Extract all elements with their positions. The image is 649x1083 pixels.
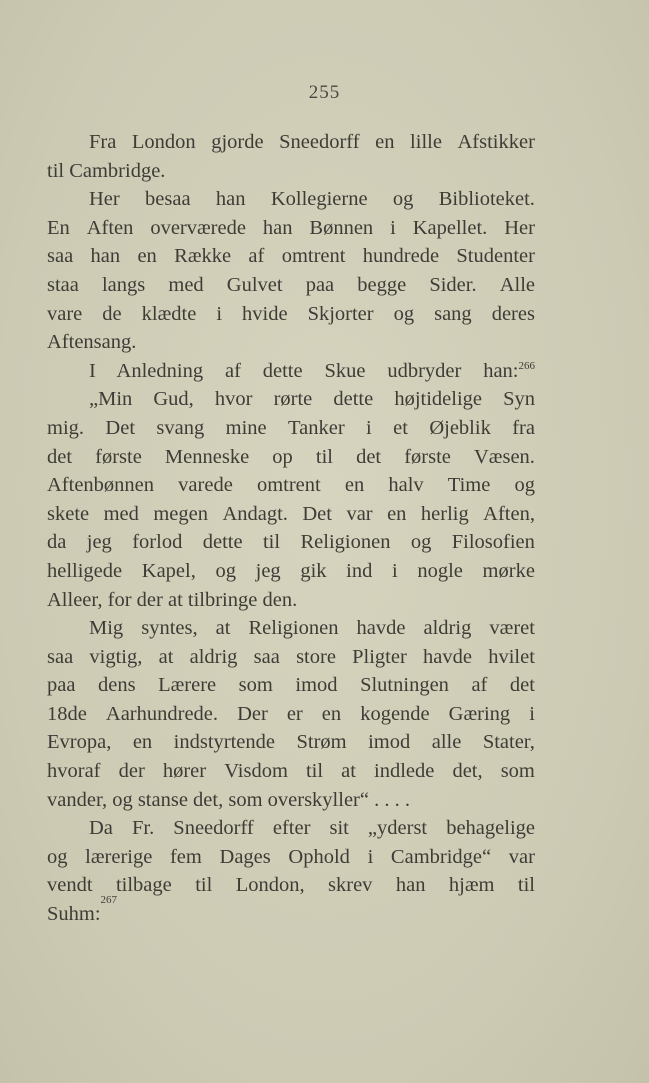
word: vare [47, 302, 83, 325]
word: en [387, 502, 407, 525]
word: Der [237, 702, 268, 725]
word: Lærere [158, 674, 217, 697]
word: med [103, 502, 139, 525]
word: langs [101, 273, 146, 296]
word: og [47, 845, 68, 868]
word: vigtig, [89, 645, 143, 668]
word: var [346, 502, 373, 525]
word: op [272, 445, 293, 468]
word: fra [512, 416, 535, 439]
word: Studenter [456, 245, 535, 268]
text-line [47, 814, 535, 843]
word: Kollegierne [270, 188, 368, 211]
text-line [47, 528, 535, 557]
word: Kapel, [141, 559, 196, 582]
word: Sneedorff [279, 131, 360, 153]
word: Her [504, 216, 535, 239]
text-line [47, 385, 535, 414]
word: af [471, 674, 488, 697]
word: overværede [150, 216, 246, 239]
word: Det [105, 416, 136, 439]
text-line [47, 643, 535, 672]
word: halv [388, 474, 424, 497]
word: jeg [255, 559, 281, 582]
word: store [296, 645, 336, 668]
word: indlede [374, 760, 435, 783]
word: saa [47, 245, 74, 268]
word: Syn [503, 388, 535, 411]
text-line [47, 728, 535, 757]
line-text: I Anledning af dette Skue udbryder han: [89, 359, 519, 382]
word: Gæring [448, 702, 511, 725]
word: Dages [219, 845, 271, 868]
word: der [118, 760, 145, 783]
word: dette [333, 388, 374, 411]
word: er [286, 702, 303, 725]
word: skete [47, 502, 90, 525]
word: Visdom [224, 760, 288, 783]
word: Religionen [248, 617, 339, 640]
text-line [47, 894, 535, 929]
word: indstyrtende [173, 731, 275, 754]
line-text: Suhm: [47, 903, 101, 926]
word: de [102, 302, 122, 325]
word: sang [434, 302, 472, 325]
word: hjæm [448, 874, 495, 897]
word: som [238, 674, 273, 697]
word: det [47, 445, 73, 468]
word: Her [89, 188, 120, 211]
text-line: vander, og stanse det, som overskyller“ . . . . [47, 788, 410, 811]
word: Aftenbønnen [47, 474, 155, 497]
word: i [390, 216, 396, 239]
text-line [47, 128, 535, 157]
word: mig. [47, 416, 85, 439]
word: Aften [86, 216, 134, 239]
word: imod [295, 674, 338, 697]
word: højtidelige [394, 388, 482, 411]
word: og [514, 474, 535, 497]
word: omtrent [281, 245, 346, 268]
word: „Min [89, 388, 133, 411]
text-line [47, 757, 535, 786]
footnote-ref: 266 [518, 359, 535, 372]
word: Række [174, 245, 232, 268]
text-line: Alleer, for der at tilbringe den. [47, 588, 298, 611]
word: Evropa, [47, 731, 112, 754]
word: skrev [328, 874, 373, 897]
word: paa [305, 273, 335, 296]
word: og [393, 302, 415, 325]
word: rørte [273, 388, 313, 411]
word: en [375, 131, 395, 153]
word: Andagt. [222, 502, 288, 525]
text-line [47, 242, 535, 271]
text-line [47, 557, 535, 586]
word: herlig [420, 502, 469, 525]
word: Det [302, 502, 332, 525]
word: mine [225, 416, 267, 439]
word: dens [97, 674, 136, 697]
word: han [262, 216, 293, 239]
text-line [47, 357, 535, 386]
text-line [47, 700, 535, 729]
word: aldrig [189, 645, 238, 668]
text-line [47, 471, 535, 500]
word: han [215, 188, 246, 211]
word: til [315, 445, 333, 468]
word: Menneske [164, 445, 250, 468]
word: sit [329, 817, 349, 840]
word: kogende [360, 702, 430, 725]
word: vendt [47, 874, 93, 897]
word: tilbage [115, 874, 172, 897]
body-text [47, 128, 535, 929]
word: Aarhundrede. [105, 702, 219, 725]
word: Afstikker [457, 131, 535, 153]
text-line [47, 500, 535, 529]
word: hvor [214, 388, 253, 411]
word: „yderst [367, 817, 428, 840]
word: det [509, 674, 535, 697]
word: saa [47, 645, 74, 668]
word: hvilet [488, 645, 535, 668]
word: Pligter [352, 645, 407, 668]
word: megen [153, 502, 208, 525]
word: varede [178, 474, 233, 497]
text-line [47, 300, 535, 329]
word: imod [368, 731, 411, 754]
word: Skjorter [307, 302, 374, 325]
word: Væsen. [473, 445, 535, 468]
text-line [47, 214, 535, 243]
word: hører [162, 760, 207, 783]
word: i [367, 845, 374, 868]
word: han [395, 874, 426, 897]
word: til [262, 531, 281, 554]
word: og [215, 559, 236, 582]
word: Filosofien [451, 531, 535, 554]
word: og [392, 188, 414, 211]
word: gik [300, 559, 327, 582]
word: gjorde [211, 131, 264, 153]
text-line [47, 185, 535, 214]
text-line [47, 414, 535, 443]
word: i [529, 702, 535, 725]
word: det [356, 445, 382, 468]
word: ind [346, 559, 373, 582]
word: havde [423, 645, 472, 668]
word: at [158, 645, 174, 668]
word: en [344, 474, 365, 497]
word: Øjeblik [429, 416, 491, 439]
text-line [47, 671, 535, 700]
word: med [168, 273, 204, 296]
word: mørke [482, 559, 535, 582]
word: Fra [89, 131, 117, 153]
word: første [95, 445, 142, 468]
word: behagelige [446, 817, 535, 840]
word: Mig [89, 617, 124, 640]
word: London, [235, 874, 305, 897]
word: nogle [417, 559, 463, 582]
word: da [47, 531, 67, 554]
word: været [489, 617, 535, 640]
word: hvoraf [47, 760, 101, 783]
word: Gulvet [226, 273, 283, 296]
word: En [47, 216, 70, 239]
word: saa [253, 645, 280, 668]
word: syntes, [141, 617, 198, 640]
word: Gud, [153, 388, 194, 411]
word: omtrent [256, 474, 321, 497]
page-number: 255 [308, 82, 341, 103]
text-line [47, 871, 535, 900]
word: Kapellet. [412, 216, 488, 239]
text-line [47, 271, 535, 300]
word: til [195, 874, 213, 897]
footnote-ref: 267 [100, 894, 118, 907]
word: lille [410, 131, 442, 153]
word: at [341, 760, 356, 783]
word: hundrede [362, 245, 440, 268]
word: deres [491, 302, 535, 325]
word: begge [357, 273, 407, 296]
word: i [366, 416, 372, 439]
text-line [47, 614, 535, 643]
word: alle [431, 731, 462, 754]
word: helligede [47, 559, 123, 582]
word: dette [202, 531, 243, 554]
word: et [393, 416, 408, 439]
word: af [248, 245, 265, 268]
word: London [131, 131, 196, 153]
word: Sider. [429, 273, 477, 296]
word: forlod [132, 531, 183, 554]
word: Aften, [483, 502, 535, 525]
word: hvide [242, 302, 288, 325]
word: Biblioteket. [438, 188, 535, 211]
word: Da [89, 817, 113, 840]
word: efter [272, 817, 311, 840]
word: Cambridge“ [390, 845, 492, 868]
word: svang [156, 416, 205, 439]
word: Time [447, 474, 491, 497]
word: i [392, 559, 398, 582]
word: Religionen [300, 531, 391, 554]
word: en [321, 702, 342, 725]
word: i [216, 302, 223, 325]
word: Fr. [131, 817, 155, 840]
word: paa [47, 674, 76, 697]
word: Stater, [482, 731, 535, 754]
word: at [215, 617, 231, 640]
word: besaa [145, 188, 191, 211]
text-line [47, 443, 535, 472]
word: fem [169, 845, 202, 868]
word: staa [47, 273, 79, 296]
word: Slutningen [360, 674, 449, 697]
word: 18de [47, 702, 87, 725]
word: til [517, 874, 535, 897]
word: Bønnen [309, 216, 374, 239]
text-line: til Cambridge. [47, 159, 166, 182]
word: en [137, 245, 157, 268]
word: til [305, 760, 324, 783]
word: en [132, 731, 153, 754]
word: Sneedorff [173, 817, 254, 840]
word: havde [356, 617, 406, 640]
word: første [404, 445, 451, 468]
word: og [410, 531, 432, 554]
word: aldrig [423, 617, 472, 640]
word: han [90, 245, 121, 268]
word: var [508, 845, 535, 868]
word: jeg [86, 531, 112, 554]
word: Ophold [288, 845, 350, 868]
word: lærerige [85, 845, 153, 868]
word: det, [452, 760, 483, 783]
word: som [500, 760, 535, 783]
text-line [47, 843, 535, 872]
word: Strøm [296, 731, 347, 754]
word: Tanker [288, 416, 345, 439]
text-line: Aftensang. [47, 331, 137, 354]
word: Alle [499, 273, 535, 296]
word: klædte [141, 302, 197, 325]
